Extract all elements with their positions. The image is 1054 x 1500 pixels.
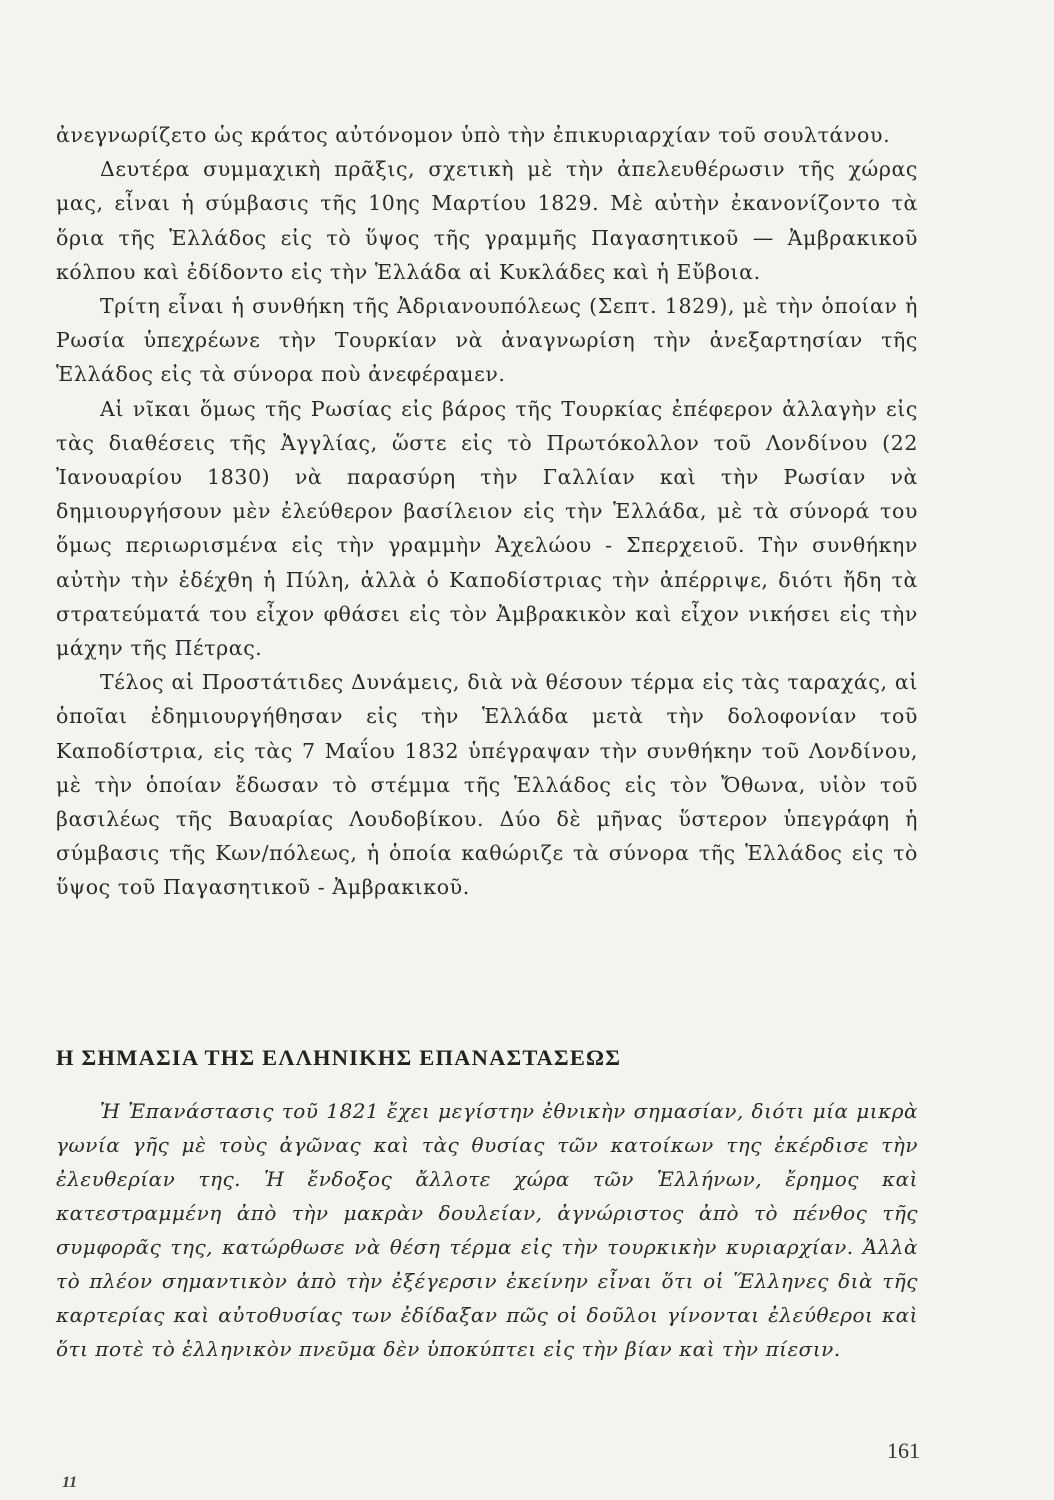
section-heading: Η ΣΗΜΑΣΙΑ ΤΗΣ ΕΛΛΗΝΙΚΗΣ ΕΠΑΝΑΣΤΑΣΕΩΣ	[56, 1045, 622, 1070]
paragraph-second-treaty: Δευτέρα συμμαχικὴ πρᾶξις, σχετικὴ μὲ τὴν ἀπελευθέρωσιν τῆς χώρας μας, εἶναι ἡ σύμβασις τῆς 10ης Μαρτίου 1829. Μὲ αὐτὴν ἐκανονίζοντο τὰ ὅρια τῆς Ἑλλάδος εἰς τὸ ὕψος τῆς γραμμῆς Παγασητικοῦ — Ἀμβρακικοῦ κόλπου καὶ ἐδίδοντο εἰς τὴν Ἑλλάδα αἱ Κυκλάδες καὶ ἡ Εὔβοια.	[56, 157, 918, 284]
italic-section-text	[56, 1094, 918, 1366]
signature-mark: 11	[62, 1474, 78, 1491]
page-number: 161	[887, 1438, 920, 1463]
paragraph-protecting-powers: Τέλος αἱ Προστάτιδες Δυνάμεις, διὰ νὰ θέσουν τέρμα εἰς τὰς ταραχάς, αἱ ὁποῖαι ἐδημιουργήθησαν εἰς τὴν Ἑλλάδα μετὰ τὴν δολοφονίαν τοῦ Καποδίστρια, εἰς τὰς 7 Μαΐου 1832 ὑπέγραψαν τὴν συνθήκην τοῦ Λονδίνου, μὲ τὴν ὁποίαν ἔδωσαν τὸ στέμμα τῆς Ἑλλάδος εἰς τὸν Ὄθωνα, υἱὸν τοῦ βασιλέως τῆς Βαυαρίας Λουδοβίκου. Δύο δὲ μῆνας ὕστερον ὑπεγράφη ἡ σύμβασις τῆς Κων/πόλεως, ἡ ὁποία καθώριζε τὰ σύνορα τῆς Ἑλλάδος εἰς τὸ ὕψος τοῦ Παγασητικοῦ - Ἀμβρακικοῦ.	[56, 670, 918, 900]
paragraph-london-protocol: Αἱ νῖκαι ὅμως τῆς Ρωσίας εἰς βάρος τῆς Τουρκίας ἐπέφερον ἀλλαγὴν εἰς τὰς διαθέσεις τῆς Ἀγγλίας, ὥστε εἰς τὸ Πρωτόκολλον τοῦ Λονδίνου (22 Ἰανουαρίου 1830) νὰ παρασύρη τὴν Γαλλίαν καὶ τὴν Ρωσίαν νὰ δημιουργήσουν μὲν ἐλεύθερον βασίλειον εἰς τὴν Ἑλλάδα, μὲ τὰ σύνορά του ὅμως περιωρισμένα εἰς τὴν γραμμὴν Ἀχελώου - Σπερχειοῦ. Τὴν συνθήκην αὐτὴν τὴν ἐδέχθη ἡ Πύλη, ἀλλὰ ὁ Καποδίστριας τὴν ἀπέρριψε, διότι ἤδη τὰ στρατεύματά του εἶχον φθάσει εἰς τὸν Ἀμβρακικὸν καὶ εἶχον νικήσει εἰς τὴν μάχην τῆς Πέτρας.	[56, 396, 918, 661]
paragraph-significance: Ἡ Ἐπανάστασις τοῦ 1821 ἔχει μεγίστην ἐθνικὴν σημασίαν, διότι μία μικρὰ γωνία γῆς μὲ τοὺς ἀγῶνας καὶ τὰς θυσίας τῶν κατοίκων της ἐκέρδισε τὴν ἐλευθερίαν της. Ἡ ἔνδοξος ἄλλοτε χώρα τῶν Ἑλλήνων, ἔρημος καὶ κατεστραμμένη ἀπὸ τὴν μακρὰν δουλείαν, ἀγνώριστος ἀπὸ τὸ πένθος τῆς συμφορᾶς της, κατώρθωσε νὰ θέση τέρμα εἰς τὴν τουρκικὴν κυριαρχίαν. Ἀλλὰ τὸ πλέον σημαντικὸν ἀπὸ τὴν ἐξέγερσιν ἐκείνην εἶναι ὅτι οἱ Ἕλληνες διὰ τῆς καρτερίας καὶ αὐτοθυσίας των ἐδίδαξαν πῶς οἱ δοῦλοι γίνονται ἐλεύθεροι καὶ ὅτι ποτὲ τὸ ἑλληνικὸν πνεῦμα δὲν ὑποκύπτει εἰς τὴν βίαν καὶ τὴν πίεσιν.	[56, 1099, 918, 1361]
paragraph-adrianople: Τρίτη εἶναι ἡ συνθήκη τῆς Ἀδριανουπόλεως (Σεπτ. 1829), μὲ τὴν ὁποίαν ἡ Ρωσία ὑπεχρέωνε τὴν Τουρκίαν νὰ ἀναγνωρίση τὴν ἀνεξαρτησίαν τῆς Ἑλλάδος εἰς τὰ σύνορα ποὺ ἀνεφέραμεν.	[56, 294, 918, 387]
paragraph-continuation: ἀνεγνωρίζετο ὡς κράτος αὐτόνομον ὑπὸ τὴν ἐπικυριαρχίαν τοῦ σουλτάνου.	[56, 123, 891, 147]
body-text	[56, 118, 918, 905]
